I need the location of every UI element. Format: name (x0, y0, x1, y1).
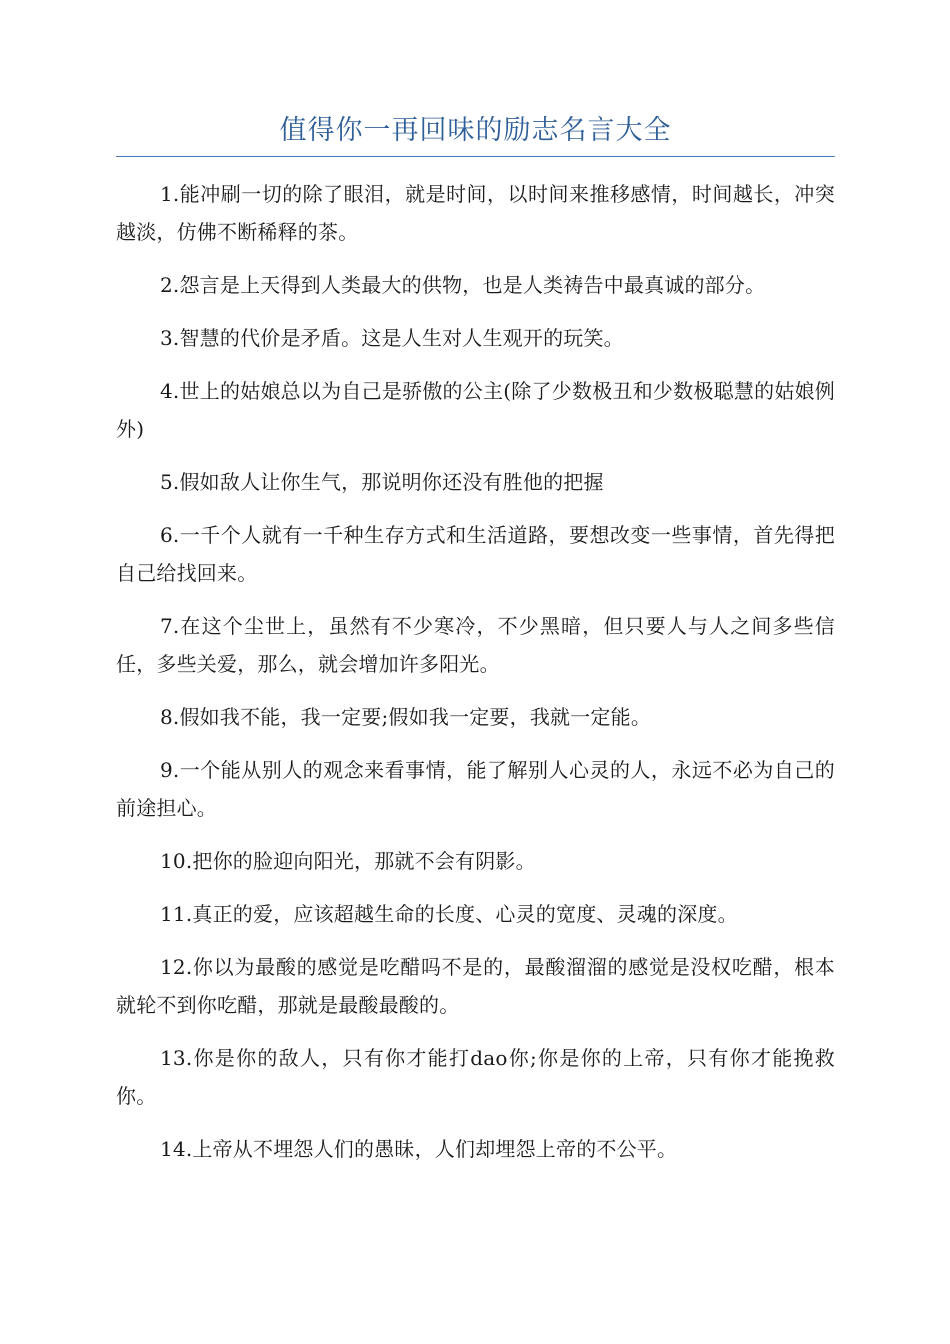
quote-paragraph-8: 8.假如我不能，我一定要;假如我一定要，我就一定能。 (160, 705, 652, 729)
title-block (116, 112, 835, 157)
quote-paragraph-14: 14.上帝从不埋怨人们的愚昧，人们却埋怨上帝的不公平。 (160, 1137, 678, 1161)
document-title: 值得你一再回味的励志名言大全 (279, 115, 672, 146)
quote-paragraph-3: 3.智慧的代价是矛盾。这是人生对人生观开的玩笑。 (160, 326, 624, 350)
quote-paragraph-11: 11.真正的爱，应该超越生命的长度、心灵的宽度、灵魂的深度。 (160, 902, 738, 926)
quote-paragraph-9: 9.一个能从别人的观念来看事情，能了解别人心灵的人，永远不必为自己的前途担心。 (116, 758, 835, 820)
quote-paragraph-12: 12.你以为最酸的感觉是吃醋吗不是的，最酸溜溜的感觉是没权吃醋，根本就轮不到你吃醋，那就是最酸最酸的。 (116, 955, 835, 1017)
quote-paragraph-7: 7.在这个尘世上，虽然有不少寒冷，不少黑暗，但只要人与人之间多些信任，多些关爱，那么，就会增加许多阳光。 (116, 614, 835, 676)
quote-paragraph-6: 6.一千个人就有一千种生存方式和生活道路，要想改变一些事情，首先得把自己给找回来。 (116, 523, 835, 585)
quote-paragraph-13: 13.你是你的敌人，只有你才能打dao你;你是你的上帝，只有你才能挽救你。 (116, 1046, 835, 1108)
quote-paragraph-1: 1.能冲刷一切的除了眼泪，就是时间，以时间来推移感情，时间越长，冲突越淡，仿佛不断稀释的茶。 (116, 182, 835, 244)
document-body (116, 175, 835, 1183)
quote-paragraph-5: 5.假如敌人让你生气，那说明你还没有胜他的把握 (160, 470, 604, 494)
quote-paragraph-10: 10.把你的脸迎向阳光，那就不会有阴影。 (160, 849, 536, 873)
quote-paragraph-2: 2.怨言是上天得到人类最大的供物，也是人类祷告中最真诚的部分。 (160, 273, 766, 297)
quote-paragraph-4: 4.世上的姑娘总以为自己是骄傲的公主(除了少数极丑和少数极聪慧的姑娘例外) (116, 379, 835, 441)
